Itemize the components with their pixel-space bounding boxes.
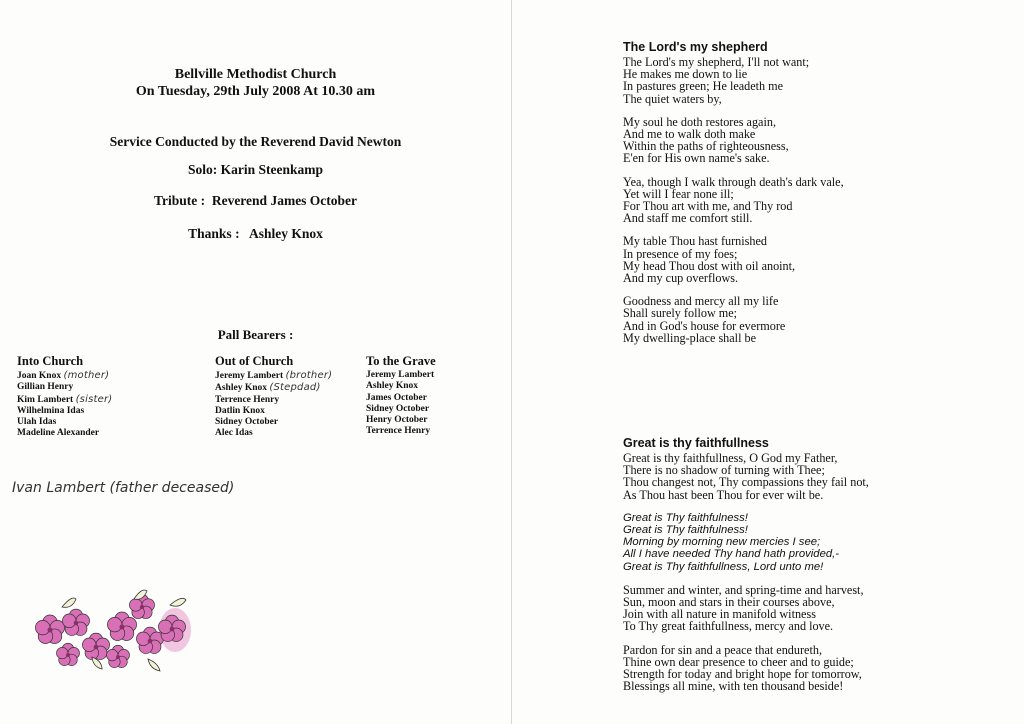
list-item: James October [366, 392, 427, 403]
list-item: Jeremy Lambert [366, 370, 435, 380]
service-date: On Tuesday, 29th July 2008 At 10.30 am [135, 84, 376, 99]
stanza: My table Thou hast furnished In presence of my foes; My head Thou dost with oil anoint, And my cup overflows. [623, 234, 796, 286]
out-of-church-column [215, 354, 332, 440]
stanza: Pardon for sin and a peace that endureth, Thine own dear presence to cheer and to guide; Strength for today and bright hope for tomorrow, Blessings all mine, with ten thousand beside! [623, 642, 862, 694]
to-the-grave-title: To the Grave [366, 354, 436, 368]
list-item: Sidney October [215, 417, 279, 428]
to-the-grave-column [366, 354, 436, 438]
list-item: Datlin Knox [215, 405, 265, 416]
list-item: Henry October [366, 415, 428, 426]
list-item: Madeline Alexander [17, 428, 100, 439]
thanks-label: Thanks : [188, 226, 240, 241]
solo-line: Solo: Karin Steenkamp [187, 162, 323, 177]
thanks-name: Ashley Knox [248, 226, 323, 241]
stanza: The Lord's my shepherd, I'll not want; He makes me down to lie In pastures green; He leadeth me The quiet waters by, [623, 55, 810, 106]
into-church-column [17, 354, 112, 440]
hymn-title: Great is thy faithfullness [623, 436, 769, 450]
flower [57, 643, 80, 665]
list-item: Jeremy Lambert (brother) [215, 370, 333, 381]
chorus: Great is Thy faithfulness! Great is Thy faithfulness! Morning by morning new mercies I see; All I have needed Thy hand hath provided,- Great is Thy faithfullness, Lord unto me! [623, 511, 840, 573]
list-item: Kim Lambert (sister) [17, 393, 113, 405]
list-item: Joan Knox (mother) [17, 370, 110, 381]
list-item: Terrence Henry [215, 394, 280, 405]
list-item: Terrence Henry [366, 426, 431, 437]
out-of-church-title: Out of Church [215, 354, 294, 368]
list-item: Wilhelmina Idas [17, 405, 85, 416]
handwritten-note: Ivan Lambert (father deceased) [12, 480, 235, 496]
into-church-title: Into Church [17, 354, 84, 368]
flower [107, 612, 136, 640]
stanza: Great is thy faithfullness, O God my Father, There is no shadow of turning with Thee; Thou changest not, Thy compassions they fail not, As Thou hast been Thou for ever wilt be. [623, 451, 869, 502]
list-item: Alec Idas [215, 428, 253, 439]
list-item: Ashley Knox [366, 381, 418, 392]
flower [35, 615, 64, 643]
flower [82, 633, 109, 659]
stanza: Yea, though I walk through death's dark vale, Yet will I fear none ill; For Thou art with me, and Thy rod And staff me comfort still. [623, 174, 844, 226]
page-fold [511, 0, 512, 724]
pall-bearers-title: Pall Bearers : [217, 327, 294, 342]
flower-cluster [35, 594, 185, 667]
flower [62, 609, 89, 635]
tribute-line [0, 193, 511, 209]
list-item: Gillian Henry [17, 382, 74, 393]
hymn-great-is-thy-faithfullness [623, 436, 869, 703]
list-item: Ashley Knox (Stepdad) [215, 382, 321, 394]
hymn-title: The Lord's my shepherd [623, 40, 768, 54]
tribute-name: Reverend James October [211, 193, 358, 208]
list-item: Ulah Idas [17, 417, 57, 428]
flowers-icon [30, 585, 195, 685]
stanza: Goodness and mercy all my life Shall surely follow me; And in God's house for evermore My dwelling-place shall be [623, 294, 786, 345]
hymn-lords-my-shepherd [623, 40, 844, 355]
list-item: Sidney October [366, 403, 430, 414]
tribute-label: Tribute : [153, 193, 206, 208]
thanks-line [0, 226, 511, 242]
stanza: My soul he doth restores again, And me to walk doth make Within the paths of righteousness, E'en for His own name's sake. [623, 114, 789, 166]
stanza: Summer and winter, and spring-time and harvest, Sun, moon and stars in their courses above, Join with all nature in manifold witness To Thy great faithfullness, mercy and love. [623, 582, 864, 634]
conducted-by: Service Conducted by the Reverend David Newton [109, 134, 402, 149]
flower [107, 645, 130, 667]
left-page [0, 0, 511, 724]
church-name: Bellville Methodist Church [174, 67, 337, 82]
service-header [0, 66, 511, 100]
